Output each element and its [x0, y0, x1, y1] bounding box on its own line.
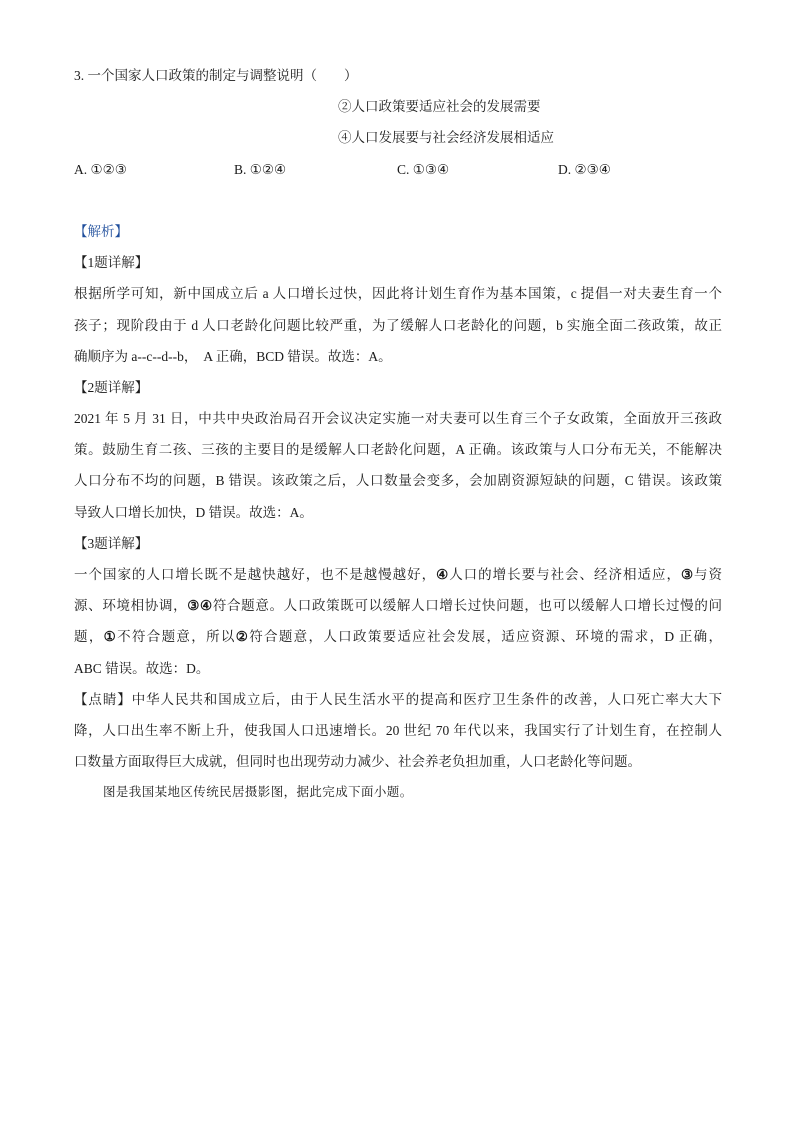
detail2-line-2: 策。鼓励生育二孩、三孩的主要目的是缓解人口老龄化问题，A 正确。该政策与人口分布无关，不能解决 [74, 442, 722, 458]
detail3-line-1-seg-2: ④ [436, 567, 450, 582]
answer-line [74, 185, 724, 216]
detail3-line-2-seg-2: ③④ [187, 598, 213, 614]
tip-label: 【点睛】 [74, 691, 132, 707]
detail3-line-3-seg-5: 符合题意，人口政策要适应社会发展，适应资源、环境的需求，D 正确， [249, 629, 722, 645]
detail2-line-3: 人口分布不均的问题，B 错误。该政策之后，人口数量会变多，会加剧资源短缺的问题，C 错误。该政策 [74, 473, 722, 489]
option-c: C. ①③④ [397, 161, 450, 177]
statement-2: ②人口政策要适应社会的发展需要 [338, 99, 541, 115]
statement-row-1 [74, 91, 724, 122]
tip-line-3: 口数量方面取得巨大成就，但同时也出现劳动力减少、社会养老负担加重，人口老龄化等问题。 [74, 754, 641, 770]
detail1-line-1: 根据所学可知，新中国成立后 a 人口增长过快，因此将计划生育作为基本国策，c 提倡一对夫妻生育一个 [74, 286, 722, 302]
detail3-line-4-seg-1: ABC 错误。故选：D。 [74, 660, 210, 676]
analysis-label: 【解析】 [74, 223, 128, 239]
option-row [74, 154, 724, 185]
option-a: A. ①②③ [74, 161, 127, 177]
detail2-line-4: 导致人口增长加快，D 错误。故选：A。 [74, 504, 313, 520]
tip-line-1-text: 中华人民共和国成立后，由于人民生活水平的提高和医疗卫生条件的改善，人口死亡率大大下 [131, 691, 722, 707]
detail1-line-3: 确顺序为 a--c--d--b， A 正确，BCD 错误。故选：A。 [74, 348, 392, 364]
statement-4: ④人口发展要与社会经济发展相适应 [338, 130, 554, 146]
detail1-line-2: 孩子；现阶段由于 d 人口老龄化问题比较严重，为了缓解人口老龄化的问题，b 实施全面二孩政策，故正 [74, 317, 722, 333]
option-d: D. ②③④ [558, 161, 611, 177]
statement-row-2 [74, 122, 724, 153]
detail2-label: 【2题详解】 [74, 379, 149, 395]
detail3-line-3-seg-2: ① [103, 629, 118, 645]
detail3-line-4 [74, 653, 724, 684]
question-stem: 3. 一个国家人口政策的制定与调整说明（ ） [74, 68, 358, 83]
detail3-line-3 [74, 621, 722, 652]
document-body [74, 60, 724, 809]
detail3-line-1-seg-4: ③ [680, 567, 695, 582]
option-b: B. ①②④ [234, 161, 287, 177]
tip-line-2: 降，人口出生率不断上升，使我国人口迅速增长。20 世纪 70 年代以来，我国实行了计划生育，在控制人 [74, 722, 722, 738]
detail3-line-1-seg-3: 人口的增长要与社会、经济相适应， [449, 567, 681, 582]
detail3-line-3-seg-3: 不符合题意，所以 [117, 629, 236, 645]
detail3-line-2-seg-1: 源、环境相协调， [74, 598, 188, 614]
detail2-line-1: 2021 年 5 月 31 日，中共中央政治局召开会议决定实施一对夫妻可以生育三个子女政策，全面放开三孩政 [74, 411, 722, 427]
detail3-line-1-seg-1: 一个国家的人口增长既不是越快越好，也不是越慢越好， [74, 567, 437, 582]
tip-line-1 [74, 684, 722, 715]
detail3-label: 【3题详解】 [74, 535, 149, 551]
next-section-intro: 图是我国某地区传统民居摄影图，据此完成下面小题。 [103, 785, 413, 800]
detail3-line-3-seg-4: ② [235, 629, 250, 645]
detail3-line-3-seg-1: 题， [74, 629, 104, 645]
detail3-line-1 [74, 559, 722, 590]
detail1-label: 【1题详解】 [74, 255, 149, 271]
detail3-line-1-seg-5: 与资 [694, 567, 722, 582]
detail3-line-2-seg-3: 符合题意。人口政策既可以缓解人口增长过快问题，也可以缓解人口增长过慢的问 [212, 598, 722, 614]
detail3-line-2 [74, 590, 722, 621]
